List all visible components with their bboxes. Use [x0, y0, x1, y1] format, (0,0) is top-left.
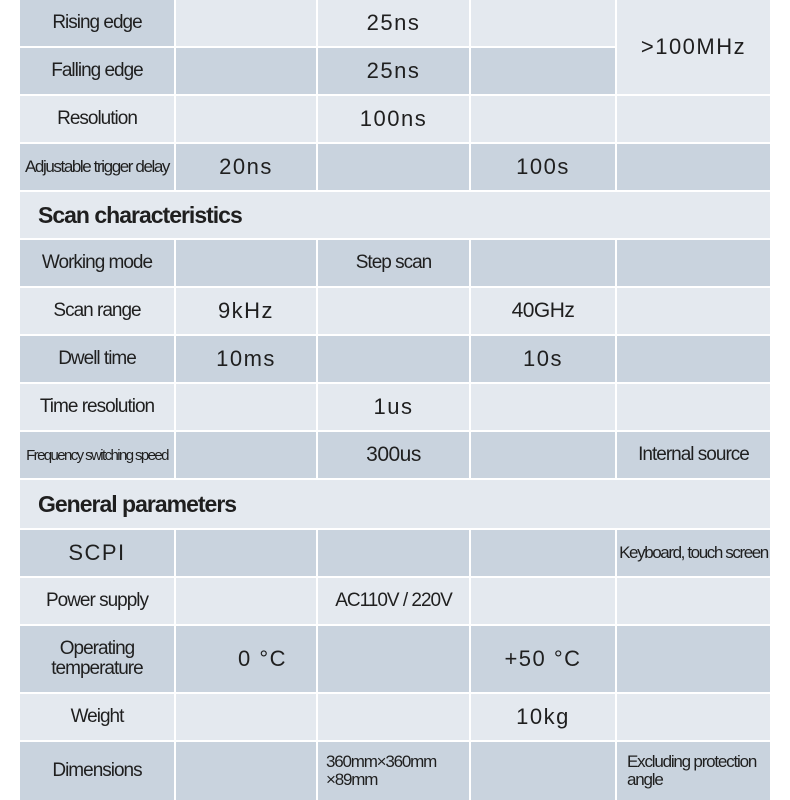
cell-max: [471, 530, 615, 576]
cell-typ: [318, 336, 469, 382]
cell-note: Internal source: [617, 432, 770, 478]
cell-typ: AC110V / 220V: [318, 578, 469, 624]
row-label: Falling edge: [20, 48, 174, 94]
cell-min: [176, 48, 316, 94]
cell-note: [617, 578, 770, 624]
cell-note: Keyboard, touch screen: [617, 530, 770, 576]
cell-max: [471, 384, 615, 430]
cell-typ: 100ns: [318, 96, 469, 142]
cell-note: [617, 336, 770, 382]
cell-min: [176, 694, 316, 740]
cell-max: [471, 742, 615, 800]
table-row-frequency-switching-speed: [20, 432, 770, 478]
cell-max: [471, 0, 615, 46]
row-label: Operating temperature: [20, 626, 174, 692]
row-label: Rising edge: [20, 0, 174, 46]
row-label: Dwell time: [20, 336, 174, 382]
cell-max: +50 °C: [471, 626, 615, 692]
cell-max: [471, 578, 615, 624]
cell-max: [471, 96, 615, 142]
cell-max: [471, 432, 615, 478]
cell-max: 10kg: [471, 694, 615, 740]
cell-typ: 1us: [318, 384, 469, 430]
table-row-weight: [20, 694, 770, 740]
cell-max: [471, 48, 615, 94]
cell-typ: 360mm×360mm ×89mm: [318, 742, 469, 800]
row-label: Time resolution: [20, 384, 174, 430]
cell-min: 9kHz: [176, 288, 316, 334]
table-row-dwell-time: [20, 336, 770, 382]
table-row-operating-temperature: [20, 626, 770, 692]
row-label: Weight: [20, 694, 174, 740]
row-label: Scan range: [20, 288, 174, 334]
cell-typ: 25ns: [318, 48, 469, 94]
cell-max: [471, 240, 615, 286]
row-label: Adjustable trigger delay: [20, 144, 174, 190]
row-label: Working mode: [20, 240, 174, 286]
cell-min: 10ms: [176, 336, 316, 382]
bandwidth-note-cell: >100MHz: [617, 0, 770, 94]
cell-note: Excluding protection angle: [617, 742, 770, 800]
cell-note: [617, 288, 770, 334]
cell-typ: [318, 288, 469, 334]
cell-typ: 25ns: [318, 0, 469, 46]
row-label: Power supply: [20, 578, 174, 624]
table-row-scpi: [20, 530, 770, 576]
cell-typ: [318, 530, 469, 576]
cell-typ: [318, 694, 469, 740]
cell-min: [176, 0, 316, 46]
row-label: Dimensions: [20, 742, 174, 800]
cell-typ: [318, 144, 469, 190]
cell-min: 20ns: [176, 144, 316, 190]
cell-min: 0 °C: [176, 626, 316, 692]
table-row-power-supply: [20, 578, 770, 624]
cell-min: [176, 578, 316, 624]
section-title-scan: Scan characteristics: [20, 192, 770, 238]
row-label: Frequency switching speed: [20, 432, 174, 478]
cell-note: [617, 240, 770, 286]
table-row-trigger-delay: [20, 144, 770, 190]
table-row-time-resolution: [20, 384, 770, 430]
cell-max: 10s: [471, 336, 615, 382]
table-row-scan-range: [20, 288, 770, 334]
cell-note: [617, 384, 770, 430]
row-label: SCPI: [20, 530, 174, 576]
cell-typ: [318, 626, 469, 692]
cell-max: 100s: [471, 144, 615, 190]
cell-max: 40GHz: [471, 288, 615, 334]
table-row-working-mode: [20, 240, 770, 286]
cell-min: [176, 240, 316, 286]
cell-min: [176, 530, 316, 576]
table-row-dimensions: [20, 742, 770, 800]
cell-typ: Step scan: [318, 240, 469, 286]
cell-min: [176, 384, 316, 430]
cell-min: [176, 96, 316, 142]
cell-min: [176, 742, 316, 800]
cell-min: [176, 432, 316, 478]
cell-note: [617, 626, 770, 692]
table-row-resolution: [20, 96, 770, 142]
section-title-general: General parameters: [20, 480, 770, 528]
cell-typ: 300us: [318, 432, 469, 478]
cell-note: [617, 144, 770, 190]
cell-note: [617, 694, 770, 740]
row-label: Resolution: [20, 96, 174, 142]
cell-note: [617, 96, 770, 142]
